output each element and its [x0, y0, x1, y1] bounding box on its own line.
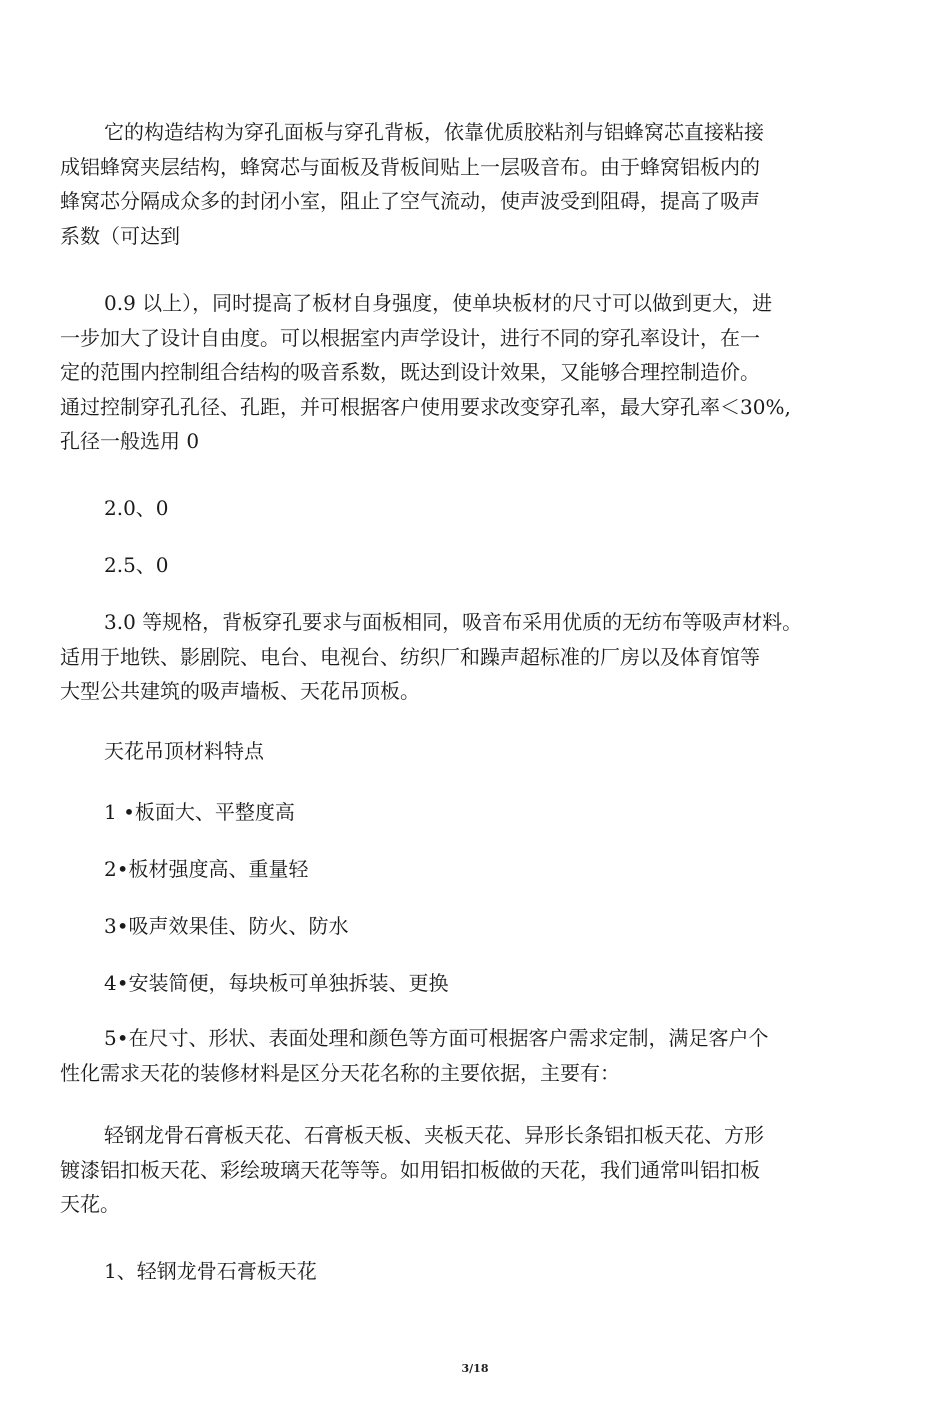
text-line: 天花吊顶材料特点 [104, 739, 264, 763]
text-line: 5•在尺寸、形状、表面处理和颜色等方面可根据客户需求定制，满足客户个 [104, 1026, 769, 1050]
text-line: 1 •板面大、平整度高 [104, 800, 295, 824]
text-line: 孔径一般选用 0 [60, 429, 200, 453]
text-line: 一步加大了设计自由度。可以根据室内声学设计，进行不同的穿孔率设计，在一 [60, 325, 760, 350]
text-line: 大型公共建筑的吸声墙板、天花吊顶板。 [60, 679, 420, 703]
text-line: 定的范围内控制组合结构的吸音系数，既达到设计效果，又能够合理控制造价。 [60, 360, 760, 384]
paragraph-applications [60, 605, 890, 709]
feature-item-3 [60, 909, 890, 944]
feature-item-1 [60, 795, 890, 830]
text-line: 1、轻钢龙骨石膏板天花 [104, 1259, 317, 1283]
paragraph-absorption [60, 286, 890, 459]
feature-item-4 [60, 966, 890, 1001]
text-line: 4•安装简便，每块板可单独拆装、更换 [104, 971, 449, 995]
text-line: 性化需求天花的装修材料是区分天花名称的主要依据，主要有： [60, 1060, 620, 1085]
paragraph-structure [60, 115, 890, 253]
section-heading-features [60, 734, 890, 769]
text-line: 成铝蜂窝夹层结构，蜂窝芯与面板及背板间贴上一层吸音布。由于蜂窝铝板内的 [60, 154, 760, 179]
text-line: 它的构造结构为穿孔面板与穿孔背板，依靠优质胶粘剂与铝蜂窝芯直接粘接 [104, 120, 764, 144]
text-line: 天花。 [60, 1192, 120, 1216]
text-line: 通过控制穿孔孔径、孔距，并可根据客户使用要求改变穿孔率，最大穿孔率＜30%, [60, 394, 791, 419]
text-line: 镀漆铝扣板天花、彩绘玻璃天花等等。如用铝扣板做的天花，我们通常叫铝扣板 [60, 1157, 760, 1182]
paragraph-spec-2-0 [60, 491, 890, 526]
text-line: 2.0、0 [104, 496, 169, 520]
paragraph-ceiling-types [60, 1118, 890, 1222]
text-line: 轻钢龙骨石膏板天花、石膏板天板、夹板天花、异形长条铝扣板天花、方形 [104, 1123, 764, 1147]
text-line: 适用于地铁、影剧院、电台、电视台、纺织厂和躁声超标准的厂房以及体育馆等 [60, 644, 760, 669]
feature-item-2 [60, 852, 890, 887]
feature-item-5 [60, 1021, 890, 1090]
section-heading-gypsum [60, 1254, 890, 1289]
text-line: 3•吸声效果佳、防火、防水 [104, 914, 349, 938]
text-line: 2•板材强度高、重量轻 [104, 857, 309, 881]
text-line: 2.5、0 [104, 553, 169, 577]
text-line: 系数（可达到 [60, 223, 180, 248]
text-line: 蜂窝芯分隔成众多的封闭小室，阻止了空气流动，使声波受到阻碍，提高了吸声 [60, 189, 760, 213]
text-line: 0.9 以上），同时提高了板材自身强度，使单块板材的尺寸可以做到更大，进 [104, 291, 773, 315]
paragraph-spec-2-5 [60, 548, 890, 583]
page-number: 3/18 [461, 1362, 489, 1375]
text-line: 3.0 等规格，背板穿孔要求与面板相同，吸音布采用优质的无纺布等吸声材料。 [104, 610, 803, 634]
